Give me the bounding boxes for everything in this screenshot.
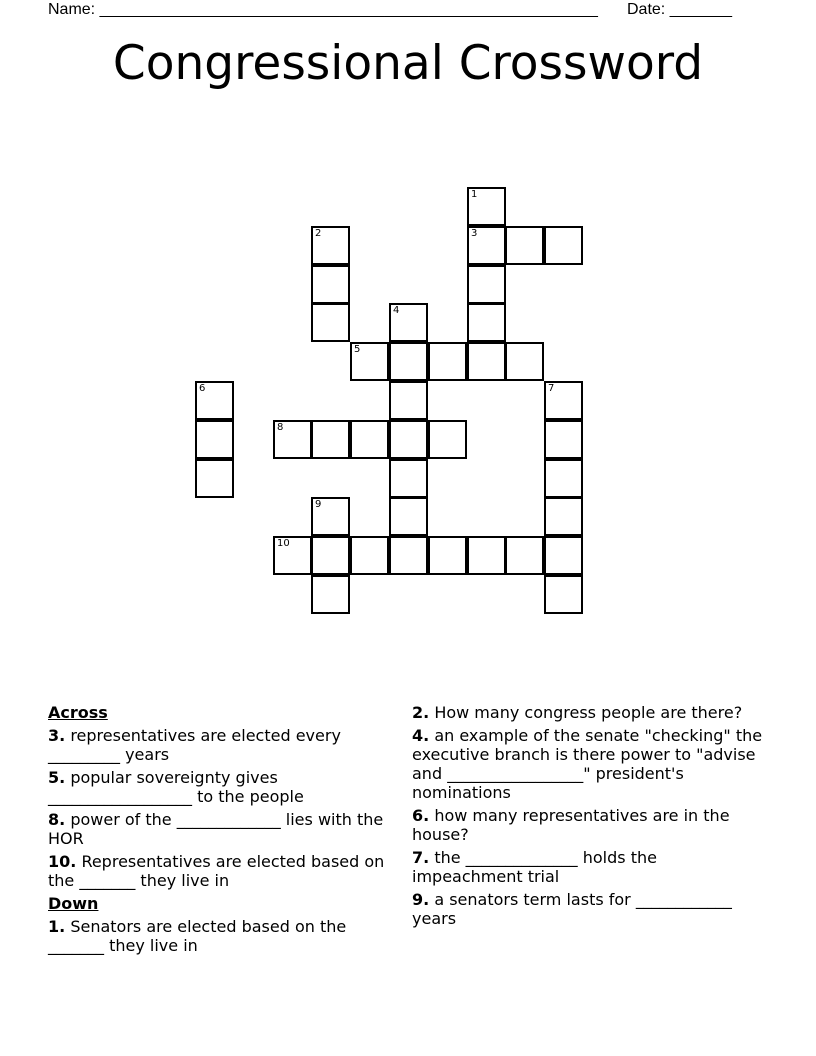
clue-text: representatives are elected every _________ years	[48, 726, 341, 764]
grid-cell[interactable]	[311, 265, 350, 304]
clue-number: 1.	[48, 917, 66, 936]
clue-number: 9.	[412, 890, 430, 909]
grid-cell[interactable]	[311, 226, 350, 265]
grid-cell[interactable]	[389, 342, 428, 381]
cell-number: 6	[199, 383, 206, 394]
grid-cell[interactable]	[544, 459, 583, 498]
down-heading: Down	[48, 894, 99, 913]
clues-left-column	[48, 703, 398, 959]
clue-number: 4.	[412, 726, 430, 745]
grid-cell[interactable]	[428, 536, 467, 575]
clue-down-4	[412, 726, 772, 802]
clue-across-5	[48, 768, 398, 806]
clue-down-7	[412, 848, 772, 886]
grid-cell[interactable]	[467, 226, 506, 265]
clue-across-3	[48, 726, 398, 764]
grid-cell[interactable]	[389, 420, 428, 459]
clue-text: an example of the senate "checking" the executive branch is there power to "advise and _________________" president's nominations	[412, 726, 763, 802]
cell-number: 1	[471, 189, 478, 200]
grid-cell[interactable]	[428, 420, 467, 459]
clue-text: popular sovereignty gives __________________ to the people	[48, 768, 304, 806]
grid-cell[interactable]	[350, 342, 389, 381]
cell-number: 4	[393, 305, 400, 316]
grid-cell[interactable]	[195, 459, 234, 498]
grid-cell[interactable]	[389, 381, 428, 420]
clue-number: 3.	[48, 726, 66, 745]
name-line: Name: ________________________________________________________	[48, 1, 598, 18]
grid-cell[interactable]	[467, 342, 506, 381]
cell-number: 5	[354, 344, 361, 355]
clue-text: the ______________ holds the impeachment trial	[412, 848, 657, 886]
cell-number: 3	[471, 228, 478, 239]
clue-down-2	[412, 703, 772, 722]
grid-cell[interactable]	[350, 420, 389, 459]
grid-cell[interactable]	[311, 575, 350, 614]
grid-cell[interactable]	[273, 420, 312, 459]
clue-text: a senators term lasts for ____________ years	[412, 890, 732, 928]
clue-text: power of the _____________ lies with the HOR	[48, 810, 384, 848]
clue-down-1	[48, 917, 398, 955]
grid-cell[interactable]	[467, 265, 506, 304]
clue-text: how many representatives are in the house?	[412, 806, 730, 844]
grid-cell[interactable]	[544, 381, 583, 420]
grid-cell[interactable]	[350, 536, 389, 575]
grid-cell[interactable]	[311, 497, 350, 536]
grid-cell[interactable]	[389, 459, 428, 498]
clues-right-column	[412, 703, 772, 932]
grid-cell[interactable]	[505, 342, 544, 381]
clue-down-9	[412, 890, 772, 928]
clue-text: Representatives are elected based on the _______ they live in	[48, 852, 385, 890]
clue-number: 10.	[48, 852, 77, 871]
grid-cell[interactable]	[544, 226, 583, 265]
grid-cell[interactable]	[195, 381, 234, 420]
cell-number: 2	[315, 228, 322, 239]
grid-cell[interactable]	[311, 536, 350, 575]
grid-cell[interactable]	[467, 536, 506, 575]
clue-number: 2.	[412, 703, 430, 722]
grid-cell[interactable]	[467, 187, 506, 226]
grid-cell[interactable]	[467, 303, 506, 342]
clue-text: Senators are elected based on the _______ they live in	[48, 917, 347, 955]
cell-number: 8	[277, 422, 284, 433]
clue-number: 6.	[412, 806, 430, 825]
cell-number: 9	[315, 499, 322, 510]
page-title: Congressional Crossword	[112, 36, 704, 91]
clue-number: 7.	[412, 848, 430, 867]
clue-across-10	[48, 852, 398, 890]
grid-cell[interactable]	[389, 497, 428, 536]
grid-cell[interactable]	[544, 420, 583, 459]
clue-across-8	[48, 810, 398, 848]
grid-cell[interactable]	[195, 420, 234, 459]
date-line: Date: _______	[627, 1, 732, 18]
grid-cell[interactable]	[544, 575, 583, 614]
across-heading: Across	[48, 703, 108, 722]
clue-text: How many congress people are there?	[434, 703, 743, 722]
clue-down-6	[412, 806, 772, 844]
grid-cell[interactable]	[311, 303, 350, 342]
grid-cell[interactable]	[273, 536, 312, 575]
grid-cell[interactable]	[544, 536, 583, 575]
cell-number: 7	[548, 383, 555, 394]
clue-number: 8.	[48, 810, 66, 829]
grid-cell[interactable]	[505, 226, 544, 265]
grid-cell[interactable]	[505, 536, 544, 575]
grid-cell[interactable]	[428, 342, 467, 381]
clue-number: 5.	[48, 768, 66, 787]
grid-cell[interactable]	[389, 536, 428, 575]
grid-cell[interactable]	[389, 303, 428, 342]
cell-number: 10	[277, 538, 290, 549]
grid-cell[interactable]	[311, 420, 350, 459]
grid-cell[interactable]	[544, 497, 583, 536]
